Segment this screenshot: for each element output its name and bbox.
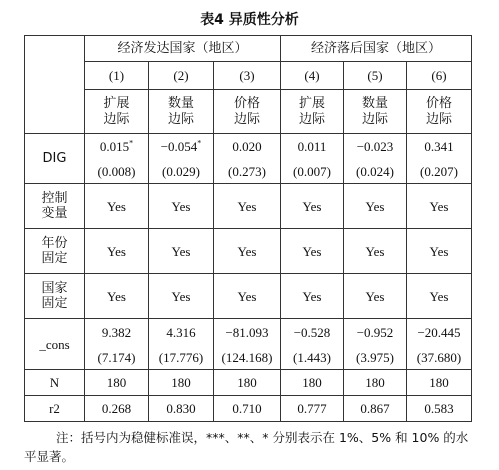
- n-cell: 180: [344, 370, 407, 396]
- col-number: (4): [281, 62, 344, 90]
- year-fe-cell: Yes: [214, 229, 281, 274]
- n-cell: 180: [85, 370, 149, 396]
- country-fe-cell: Yes: [407, 274, 472, 319]
- margin-header: 扩展 边际: [85, 90, 149, 134]
- margin-header: 价格 边际: [407, 90, 472, 134]
- cons-se: (124.168): [214, 345, 281, 370]
- margin-header: 扩展 边际: [281, 90, 344, 134]
- margin-header: 数量 边际: [149, 90, 214, 134]
- row-label-controls: 控制 变量: [25, 184, 85, 229]
- group-header-underdeveloped: 经济落后国家（地区）: [281, 36, 472, 62]
- r2-cell: 0.777: [281, 396, 344, 422]
- row-label-r2: r2: [25, 396, 85, 422]
- cons-coef: −0.528: [281, 319, 344, 346]
- cons-se: (17.776): [149, 345, 214, 370]
- corner-cell: [25, 36, 85, 62]
- country-fe-cell: Yes: [149, 274, 214, 319]
- dig-se: (0.207): [407, 159, 472, 184]
- r2-cell: 0.583: [407, 396, 472, 422]
- dig-se: (0.273): [214, 159, 281, 184]
- dig-se: (0.024): [344, 159, 407, 184]
- r2-cell: 0.867: [344, 396, 407, 422]
- margin-header: 价格 边际: [214, 90, 281, 134]
- n-cell: 180: [214, 370, 281, 396]
- dig-se: (0.007): [281, 159, 344, 184]
- row-label-dig: DIG: [25, 134, 85, 184]
- row-label-cons: _cons: [25, 319, 85, 370]
- country-fe-cell: Yes: [214, 274, 281, 319]
- col-number: (5): [344, 62, 407, 90]
- heterogeneity-table: [24, 35, 472, 422]
- controls-cell: Yes: [281, 184, 344, 229]
- n-cell: 180: [149, 370, 214, 396]
- cons-se: (3.975): [344, 345, 407, 370]
- col-number: (6): [407, 62, 472, 90]
- cons-coef: 4.316: [149, 319, 214, 346]
- controls-cell: Yes: [85, 184, 149, 229]
- country-fe-cell: Yes: [85, 274, 149, 319]
- year-fe-cell: Yes: [344, 229, 407, 274]
- controls-cell: Yes: [214, 184, 281, 229]
- controls-cell: Yes: [149, 184, 214, 229]
- group-header-developed: 经济发达国家（地区）: [85, 36, 281, 62]
- col-number: (2): [149, 62, 214, 90]
- year-fe-cell: Yes: [85, 229, 149, 274]
- dig-coef: 0.015*: [85, 134, 149, 160]
- cons-coef: 9.382: [85, 319, 149, 346]
- margin-header: 数量 边际: [344, 90, 407, 134]
- r2-cell: 0.710: [214, 396, 281, 422]
- year-fe-cell: Yes: [149, 229, 214, 274]
- cons-coef: −20.445: [407, 319, 472, 346]
- dig-coef: 0.341: [407, 134, 472, 160]
- cons-se: (1.443): [281, 345, 344, 370]
- country-fe-cell: Yes: [344, 274, 407, 319]
- controls-cell: Yes: [344, 184, 407, 229]
- r2-cell: 0.830: [149, 396, 214, 422]
- row-label-n: N: [25, 370, 85, 396]
- col-number: (1): [85, 62, 149, 90]
- dig-coef: 0.020: [214, 134, 281, 160]
- corner-cell: [25, 62, 85, 90]
- table-note: 注：括号内为稳健标准误，***、**、* 分别表示在 1%、5% 和 10% 的水平显著。: [24, 430, 469, 464]
- cons-coef: −0.952: [344, 319, 407, 346]
- col-number: (3): [214, 62, 281, 90]
- cons-se: (7.174): [85, 345, 149, 370]
- n-cell: 180: [281, 370, 344, 396]
- dig-coef: −0.023: [344, 134, 407, 160]
- dig-coef: 0.011: [281, 134, 344, 160]
- dig-coef: −0.054*: [149, 134, 214, 160]
- year-fe-cell: Yes: [281, 229, 344, 274]
- cons-coef: −81.093: [214, 319, 281, 346]
- table-title: 表4 异质性分析: [200, 12, 299, 28]
- n-cell: 180: [407, 370, 472, 396]
- row-label-year-fe: 年份 固定: [25, 229, 85, 274]
- country-fe-cell: Yes: [281, 274, 344, 319]
- dig-se: (0.008): [85, 159, 149, 184]
- corner-cell: [25, 90, 85, 134]
- cons-se: (37.680): [407, 345, 472, 370]
- dig-se: (0.029): [149, 159, 214, 184]
- year-fe-cell: Yes: [407, 229, 472, 274]
- row-label-country-fe: 国家 固定: [25, 274, 85, 319]
- r2-cell: 0.268: [85, 396, 149, 422]
- controls-cell: Yes: [407, 184, 472, 229]
